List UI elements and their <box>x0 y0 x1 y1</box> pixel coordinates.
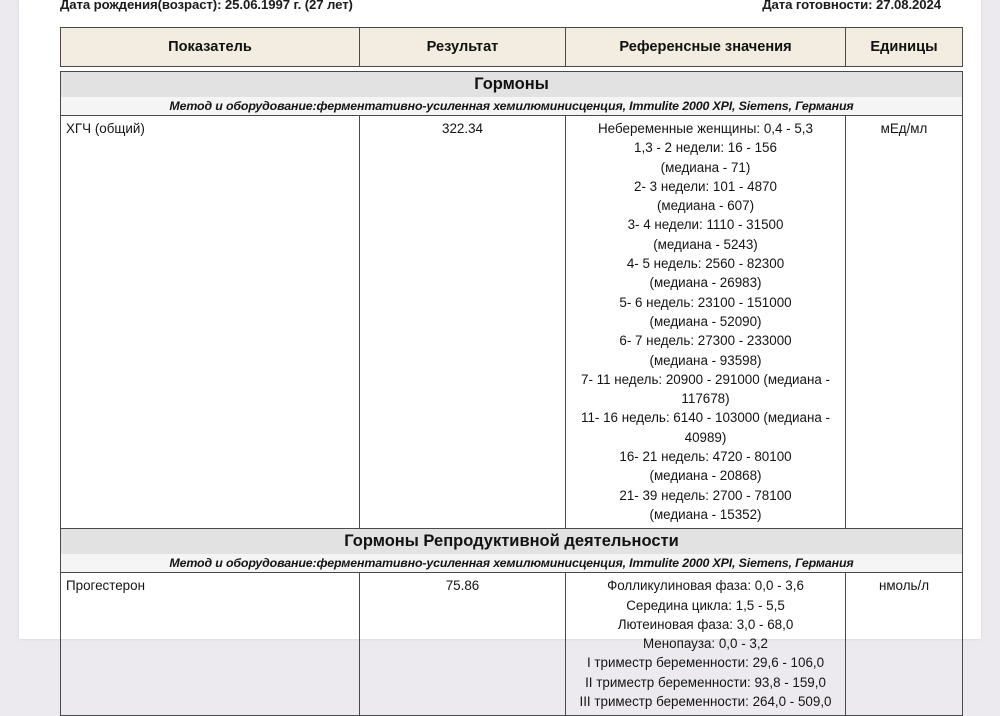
reference-value-line: (медиана - 20868) <box>649 468 762 484</box>
reference-value-line: (медиана - 52090) <box>649 313 762 329</box>
section-method-text: Метод и оборудование:ферментативно-усиленная хемилюминисценция, Immulite 2000 XPI, Siemens, Германия <box>61 97 963 116</box>
reference-value-line: (медиана - 93598) <box>649 352 762 368</box>
reference-value-line: Менопауза: 0,0 - 3,2 <box>643 636 768 652</box>
report-ready-date-text: Дата готовности: 27.08.2024 <box>762 0 941 12</box>
reference-value-line: Лютеиновая фаза: 3,0 - 68,0 <box>617 616 794 632</box>
table-header-row <box>61 28 963 67</box>
table-row <box>61 116 963 529</box>
section-title-row <box>61 529 963 554</box>
column-header-name: Показатель <box>61 28 360 67</box>
reference-value-line: 11- 16 недель: 6140 - 103000 (медиана - 40989) <box>581 410 830 445</box>
cell-analyte-name: Прогестерон <box>61 573 360 716</box>
reference-value-line: 4- 5 недель: 2560 - 82300 <box>626 256 785 272</box>
reference-value-line: (медиана - 15352) <box>649 506 762 522</box>
report-paper <box>19 0 981 710</box>
lab-results-table <box>60 27 963 716</box>
patient-birthdate-text: Дата рождения(возраст): 25.06.1997 г. (27 лет) <box>60 0 353 12</box>
reference-value-line: (медиана - 26983) <box>649 275 762 291</box>
cell-reference-values <box>566 116 846 529</box>
reference-value-line: I триместр беременности: 29,6 - 106,0 <box>586 655 825 671</box>
reference-value-line: II триместр беременности: 93,8 - 159,0 <box>585 674 826 690</box>
reference-value-line: 3- 4 недели: 1110 - 31500 <box>627 217 784 233</box>
cell-unit: нмоль/л <box>846 573 963 716</box>
reference-value-line: Середина цикла: 1,5 - 5,5 <box>626 597 785 613</box>
section-method-row <box>61 97 963 116</box>
cell-result-value: 75.86 <box>360 573 566 716</box>
section-title: Гормоны Репродуктивной деятельности <box>61 529 963 554</box>
reference-value-line: 21- 39 недель: 2700 - 78100 <box>619 487 792 503</box>
section-method-row <box>61 554 963 573</box>
section-title-row <box>61 72 963 97</box>
section-method-text: Метод и оборудование:ферментативно-усиленная хемилюминисценция, Immulite 2000 XPI, Siemens, Германия <box>61 554 963 573</box>
reference-value-line: Фолликулиновая фаза: 0,0 - 3,6 <box>607 578 804 594</box>
cell-reference-values <box>566 573 846 716</box>
reference-value-line: 1,3 - 2 недели: 16 - 156 <box>634 140 777 156</box>
reference-value-line: 2- 3 недели: 101 - 4870 <box>634 178 777 194</box>
reference-value-line: 16- 21 недель: 4720 - 80100 <box>619 449 792 465</box>
reference-value-line: 5- 6 недель: 23100 - 151000 <box>619 294 792 310</box>
cell-result-value: 322.34 <box>360 116 566 529</box>
column-header-ref: Референсные значения <box>566 28 846 67</box>
reference-value-list <box>568 119 843 524</box>
reference-value-line: (медиана - 5243) <box>653 236 758 252</box>
section-title: Гормоны <box>61 72 963 97</box>
reference-value-line: 6- 7 недель: 27300 - 233000 <box>619 333 792 349</box>
table-row <box>61 573 963 716</box>
reference-value-line: 7- 11 недель: 20900 - 291000 (медиана - 117678) <box>581 371 830 407</box>
cell-unit: мЕд/мл <box>846 116 963 529</box>
column-header-unit: Единицы <box>846 28 963 67</box>
reference-value-line: (медиана - 607) <box>656 198 755 214</box>
reference-value-line: (медиана - 71) <box>660 159 751 175</box>
reference-value-line: Небеременные женщины: 0,4 - 5,3 <box>598 121 813 136</box>
reference-value-line: III триместр беременности: 264,0 - 509,0 <box>579 694 832 710</box>
cell-analyte-name: ХГЧ (общий) <box>61 116 360 529</box>
patient-header-line <box>19 0 981 14</box>
reference-value-list <box>568 576 843 711</box>
column-header-result: Результат <box>360 28 566 67</box>
